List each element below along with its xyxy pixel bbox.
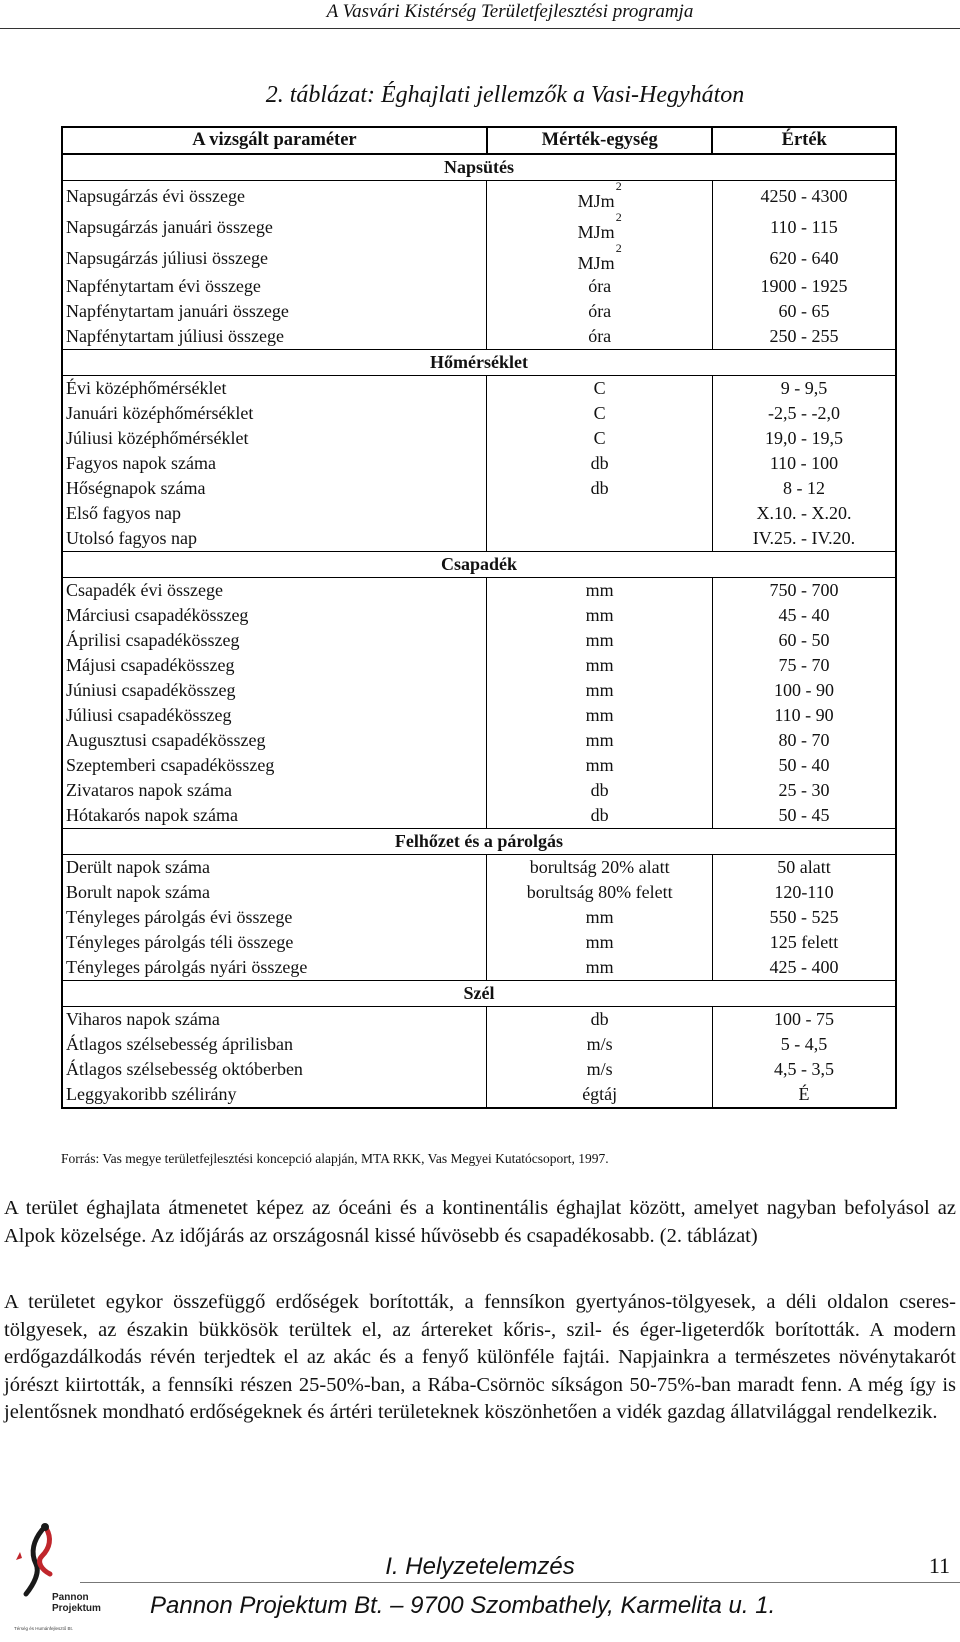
footer-section-title: I. Helyzetelemzés xyxy=(385,1553,575,1580)
table-row xyxy=(62,778,896,803)
unit-cell xyxy=(487,1082,713,1108)
table-row xyxy=(62,476,896,501)
unit-text: borultság 20% alatt xyxy=(529,857,670,877)
value-cell: 4,5 - 3,5 xyxy=(773,1059,834,1079)
table-row xyxy=(62,299,896,324)
unit-text: mm xyxy=(585,730,614,750)
parameter-cell: Első fagyos nap xyxy=(62,501,487,526)
value-cell: 5 - 4,5 xyxy=(780,1034,828,1054)
value-cell: 80 - 70 xyxy=(778,730,830,750)
table-row xyxy=(62,1082,896,1108)
value-cell: 50 - 40 xyxy=(778,755,830,775)
value-cell: É xyxy=(798,1084,810,1104)
section-title: Napsütés xyxy=(62,154,896,181)
value-cell: 9 - 9,5 xyxy=(712,376,896,402)
unit-text: mm xyxy=(585,755,614,775)
table-row xyxy=(62,243,896,274)
value-cell: 45 - 40 xyxy=(778,605,830,625)
parameter-cell: Zivataros napok száma xyxy=(62,778,487,803)
table-row xyxy=(62,753,896,778)
unit-cell xyxy=(487,181,713,213)
parameter-cell: Napfénytartam évi összege xyxy=(62,274,487,299)
section-header-row xyxy=(62,154,896,181)
unit-cell xyxy=(487,703,713,728)
table-row xyxy=(62,930,896,955)
unit-cell xyxy=(487,803,713,829)
table-row xyxy=(62,578,896,604)
value-cell: 425 - 400 xyxy=(769,957,839,977)
unit-cell xyxy=(487,678,713,703)
unit-text: mm xyxy=(585,655,614,675)
unit-exponent: 2 xyxy=(615,179,622,193)
value-cell: 8 - 12 xyxy=(782,478,825,498)
table-row xyxy=(62,1032,896,1057)
logo-wordmark: Pannon Projektum xyxy=(52,1592,101,1614)
value-cell: 110 - 90 xyxy=(774,705,834,725)
value-cell: X.10. - X.20. xyxy=(756,503,852,523)
unit-cell xyxy=(487,243,713,274)
parameter-cell: Napsugárzás évi összege xyxy=(62,181,487,213)
unit-text: C xyxy=(593,403,606,423)
unit-text: db xyxy=(590,453,609,473)
table-row xyxy=(62,955,896,981)
table-body xyxy=(62,154,896,1108)
unit-cell xyxy=(487,653,713,678)
unit-cell xyxy=(487,1007,713,1033)
section-title: Hőmérséklet xyxy=(62,350,896,376)
unit-exponent: 2 xyxy=(615,241,622,255)
parameter-cell: Hőségnapok száma xyxy=(62,476,487,501)
unit-text: mm xyxy=(585,680,614,700)
unit-cell xyxy=(487,426,713,451)
parameter-cell: Tényleges párolgás nyári összege xyxy=(62,955,487,981)
unit-cell xyxy=(487,451,713,476)
value-cell: 110 - 100 xyxy=(769,453,839,473)
table-row xyxy=(62,274,896,299)
unit-text: db xyxy=(590,478,609,498)
value-cell: 60 - 50 xyxy=(778,630,830,650)
unit-text: mm xyxy=(585,630,614,650)
value-cell: 1900 - 1925 xyxy=(760,276,848,296)
unit-cell xyxy=(487,855,713,881)
parameter-cell: Áprilisi csapadékösszeg xyxy=(62,628,487,653)
table-row xyxy=(62,1057,896,1082)
unit-cell xyxy=(487,1057,713,1082)
table-row xyxy=(62,855,896,881)
unit-text: égtáj xyxy=(582,1084,618,1104)
unit-text: mm xyxy=(585,605,614,625)
table-row xyxy=(62,212,896,243)
unit-text: borultság 80% felett xyxy=(526,882,673,902)
unit-cell xyxy=(487,778,713,803)
table-header-row xyxy=(62,127,896,154)
section-header-row xyxy=(62,552,896,578)
unit-text: C xyxy=(593,428,606,448)
unit-text: m/s xyxy=(586,1059,613,1079)
section-header-row xyxy=(62,350,896,376)
value-cell: IV.25. - IV.20. xyxy=(752,528,856,548)
parameter-cell: Márciusi csapadékösszeg xyxy=(62,603,487,628)
footer-divider xyxy=(80,1582,960,1583)
section-header-row xyxy=(62,829,896,855)
unit-text: MJm xyxy=(577,191,615,211)
unit-text: MJm xyxy=(577,253,615,273)
unit-cell xyxy=(487,324,713,350)
table-row xyxy=(62,603,896,628)
parameter-cell: Borult napok száma xyxy=(62,880,487,905)
parameter-cell: Évi középhőmérséklet xyxy=(62,376,487,402)
value-cell: 110 - 115 xyxy=(770,217,838,237)
parameter-cell: Hótakarós napok száma xyxy=(62,803,487,829)
value-cell: 50 - 45 xyxy=(778,805,830,825)
unit-text: C xyxy=(593,378,606,398)
table-row xyxy=(62,526,896,552)
parameter-cell: Júliusi csapadékösszeg xyxy=(62,703,487,728)
value-cell: 250 - 255 xyxy=(769,326,839,346)
parameter-cell: Napsugárzás januári összege xyxy=(62,212,487,243)
unit-cell xyxy=(487,628,713,653)
logo-tagline: Térség és Humánfejlesztő Bt. xyxy=(14,1626,74,1631)
unit-cell xyxy=(487,880,713,905)
parameter-cell: Napfénytartam januári összege xyxy=(62,299,487,324)
parameter-cell: Májusi csapadékösszeg xyxy=(62,653,487,678)
value-cell: 19,0 - 19,5 xyxy=(764,428,843,448)
unit-text: óra xyxy=(588,301,612,321)
value-cell: 620 - 640 xyxy=(769,248,839,268)
table-row xyxy=(62,501,896,526)
unit-cell xyxy=(487,476,713,501)
table-row xyxy=(62,451,896,476)
section-title: Csapadék xyxy=(62,552,896,578)
unit-cell xyxy=(487,955,713,981)
section-title: Szél xyxy=(62,981,896,1007)
unit-cell xyxy=(487,578,713,604)
unit-text: db xyxy=(590,1009,609,1029)
footer-company: Pannon Projektum Bt. – 9700 Szombathely, Karmelita u. 1. xyxy=(150,1592,776,1619)
parameter-cell: Januári középhőmérséklet xyxy=(62,401,487,426)
parameter-cell: Derült napok száma xyxy=(62,855,487,881)
unit-cell xyxy=(487,1032,713,1057)
parameter-cell: Napfénytartam júliusi összege xyxy=(62,324,487,350)
table-row xyxy=(62,401,896,426)
unit-cell xyxy=(487,603,713,628)
unit-cell xyxy=(487,501,713,526)
unit-text: mm xyxy=(585,907,614,927)
unit-exponent: 2 xyxy=(615,210,622,224)
parameter-cell: Utolsó fagyos nap xyxy=(62,526,487,552)
section-title: Felhőzet és a párolgás xyxy=(62,829,896,855)
column-header-unit: Mérték-egység xyxy=(487,127,713,154)
value-cell: 75 - 70 xyxy=(778,655,830,675)
unit-cell xyxy=(487,376,713,402)
unit-cell xyxy=(487,212,713,243)
unit-cell xyxy=(487,753,713,778)
value-cell: 25 - 30 xyxy=(778,780,830,800)
value-cell: 125 felett xyxy=(769,932,839,952)
value-cell: 60 - 65 xyxy=(778,301,830,321)
table-row xyxy=(62,376,896,402)
header-title: A Vasvári Kistérség Területfejlesztési programja xyxy=(326,1,694,22)
table-caption: 2. táblázat: Éghajlati jellemzők a Vasi-Hegyháton xyxy=(265,82,745,108)
table-row xyxy=(62,324,896,350)
unit-text: mm xyxy=(585,705,614,725)
parameter-cell: Átlagos szélsebesség áprilisban xyxy=(62,1032,487,1057)
value-cell: 100 - 75 xyxy=(712,1007,896,1033)
paragraph-climate: A terület éghajlata átmenetet képez az óceáni és a kontinentális éghajlat között, amelyet nagyban befolyásol az Alpok közelsége. Az időjárás az országosnál kissé hűvösebb és csapadékosabb. (2. táblázat) xyxy=(4,1197,956,1247)
value-cell: 120-110 xyxy=(774,882,834,902)
unit-cell xyxy=(487,274,713,299)
unit-text: mm xyxy=(585,957,614,977)
unit-text: db xyxy=(590,780,609,800)
unit-text: db xyxy=(590,805,609,825)
parameter-cell: Tényleges párolgás téli összege xyxy=(62,930,487,955)
unit-text: óra xyxy=(588,326,612,346)
unit-cell xyxy=(487,728,713,753)
parameter-cell: Júliusi középhőmérséklet xyxy=(62,426,487,451)
parameter-cell: Júniusi csapadékösszeg xyxy=(62,678,487,703)
unit-cell xyxy=(487,905,713,930)
page-header xyxy=(0,0,960,29)
section-header-row xyxy=(62,981,896,1007)
value-cell: 100 - 90 xyxy=(773,680,834,700)
unit-text: m/s xyxy=(586,1034,613,1054)
table-row xyxy=(62,880,896,905)
value-cell: 4250 - 4300 xyxy=(712,181,896,213)
parameter-cell: Leggyakoribb szélirány xyxy=(62,1082,487,1108)
table-row xyxy=(62,426,896,451)
parameter-cell: Fagyos napok száma xyxy=(62,451,487,476)
parameter-cell: Szeptemberi csapadékösszeg xyxy=(62,753,487,778)
unit-cell xyxy=(487,401,713,426)
parameter-cell: Viharos napok száma xyxy=(62,1007,487,1033)
unit-cell xyxy=(487,526,713,552)
value-cell: 50 alatt xyxy=(712,855,896,881)
paragraph-vegetation: A területet egykor összefüggő erdőségek borították, a fennsíkon gyertyános-tölgyesek, a déli oldalon cseres-tölgyesek, az északin bükkösök terültek el, az ártereket kőris-, szil- és éger-ligeterdők borították. A modern erdőgazdálkodás révén terjedtek el az akác és a fenyő különféle fajtái. Napjainkra a természetes növénytakarót jórészt kiirtották, a fennsíki részen 25-50%-ban, a Rába-Csörnöc síkságon 50-75%-ban maradt fenn. A még így is jelentősnek mondható erdőségeknek és ártéri területeknek köszönhetően a vidék gazdag állatvilággal rendelkezik. xyxy=(4,1291,956,1423)
table-row xyxy=(62,653,896,678)
parameter-cell: Tényleges párolgás évi összege xyxy=(62,905,487,930)
parameter-cell: Átlagos szélsebesség októberben xyxy=(62,1057,487,1082)
table-row xyxy=(62,905,896,930)
unit-text: mm xyxy=(585,580,614,600)
parameter-cell: Napsugárzás júliusi összege xyxy=(62,243,487,274)
table-row xyxy=(62,181,896,213)
table-row xyxy=(62,678,896,703)
unit-text: óra xyxy=(588,276,612,296)
unit-cell xyxy=(487,930,713,955)
table-source: Forrás: Vas megye területfejlesztési koncepció alapján, MTA RKK, Vas Megyei Kutatócsoport, 1997. xyxy=(61,1151,609,1166)
column-header-parameter: A vizsgált paraméter xyxy=(62,127,487,154)
climate-table xyxy=(61,126,897,1109)
table-row xyxy=(62,703,896,728)
table-row xyxy=(62,628,896,653)
parameter-cell: Csapadék évi összege xyxy=(62,578,487,604)
table-row xyxy=(62,728,896,753)
parameter-cell: Augusztusi csapadékösszeg xyxy=(62,728,487,753)
table-row xyxy=(62,803,896,829)
table-row xyxy=(62,1007,896,1033)
value-cell: 550 - 525 xyxy=(769,907,839,927)
unit-text: mm xyxy=(585,932,614,952)
unit-cell xyxy=(487,299,713,324)
value-cell: 750 - 700 xyxy=(712,578,896,604)
value-cell: -2,5 - -2,0 xyxy=(767,403,840,423)
column-header-value: Érték xyxy=(712,127,896,154)
page-number: 11 xyxy=(928,1553,950,1578)
unit-text: MJm xyxy=(577,222,615,242)
